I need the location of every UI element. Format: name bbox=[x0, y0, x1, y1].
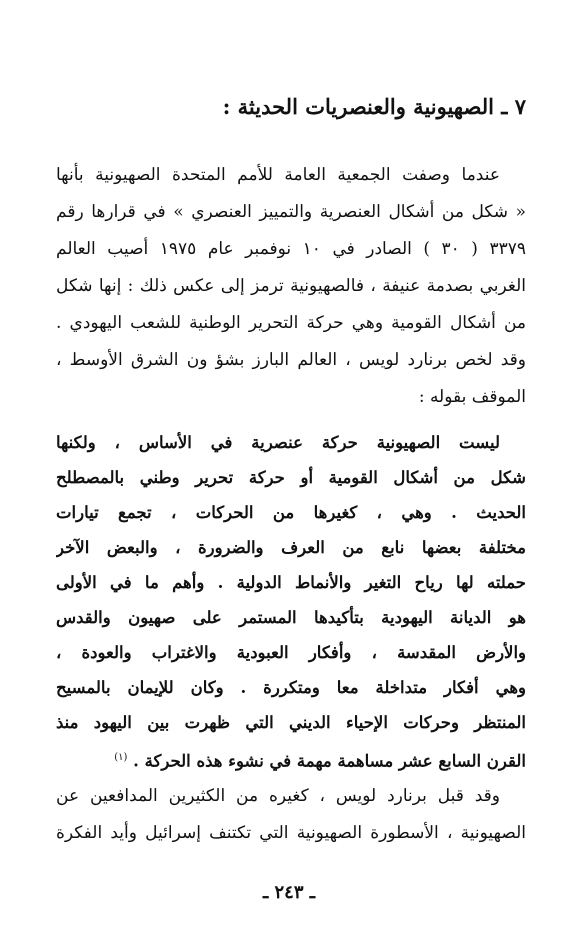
paragraph-line: وقد لخص برنارد لويس ، العالم البارز بشؤ ون الشرق الأوسط ، bbox=[56, 350, 526, 370]
quote-line: هو الديانة اليهودية بتأكيدها المستمر على صهيون والقدس bbox=[56, 608, 526, 627]
footnote-marker: (١) bbox=[114, 752, 128, 763]
paragraph-line: الصهيونية ، الأسطورة الصهيونية التي تكتنف إسرائيل وأيد الفكرة bbox=[56, 823, 526, 843]
section-heading: ٧ ـ الصهيونية والعنصريات الحديثة : bbox=[222, 94, 526, 119]
paragraph-line: من أشكال القومية وهي حركة التحرير الوطنية للشعب اليهودي . bbox=[56, 313, 526, 333]
paragraph-line: وقد قبل برنارد لويس ، كغيره من الكثيرين المدافعين عن bbox=[56, 786, 500, 806]
quote-line-text: القرن السابع عشر مساهمة مهمة في نشوء هذه الحركة . bbox=[133, 751, 526, 771]
paragraph-line: الغربي بصدمة عنيفة ، فالصهيونية ترمز إلى عكس ذلك : إنها شكل bbox=[56, 276, 526, 296]
quote-line: شكل من أشكال القومية أو حركة تحرير وطني بالمصطلح bbox=[56, 468, 526, 487]
quote-last-line bbox=[56, 740, 526, 775]
block-quote bbox=[56, 425, 526, 775]
paragraph-1 bbox=[56, 157, 526, 416]
quote-line: المنتظر وحركات الإحياء الديني التي ظهرت بين اليهود منذ bbox=[56, 713, 526, 732]
quote-line: وهي أفكار متداخلة معا ومتكررة . وكان للإيمان بالمسيح bbox=[56, 678, 526, 697]
quote-line: ليست الصهيونية حركة عنصرية في الأساس ، ولكنها bbox=[56, 433, 500, 452]
quote-line: والأرض المقدسة ، وأفكار العبودية والاغتراب والعودة ، bbox=[56, 643, 526, 662]
page-number: ـ ٢٤٣ ـ bbox=[262, 882, 316, 903]
quote-line: الحديث . وهي ، كغيرها من الحركات ، تجمع تيارات bbox=[56, 503, 526, 522]
paragraph-line: عندما وصفت الجمعية العامة للأمم المتحدة الصهيونية بأنها bbox=[56, 165, 500, 185]
quote-line: حملته لها رياح التغير والأنماط الدولية . وأهم ما في الأولى bbox=[56, 573, 526, 592]
paragraph-line: الموقف بقوله : bbox=[418, 387, 526, 407]
paragraph-2 bbox=[56, 778, 526, 852]
paragraph-line: ٣٣٧٩ ( ٣٠ ) الصادر في ١٠ نوفمبر عام ١٩٧٥ أصيب العالم bbox=[56, 239, 526, 259]
quote-line: مختلفة بعضها نابع من العرف والضرورة ، والبعض الآخر bbox=[56, 538, 526, 557]
paragraph-line: « شكل من أشكال العنصرية والتمييز العنصري » في قرارها رقم bbox=[56, 202, 526, 222]
